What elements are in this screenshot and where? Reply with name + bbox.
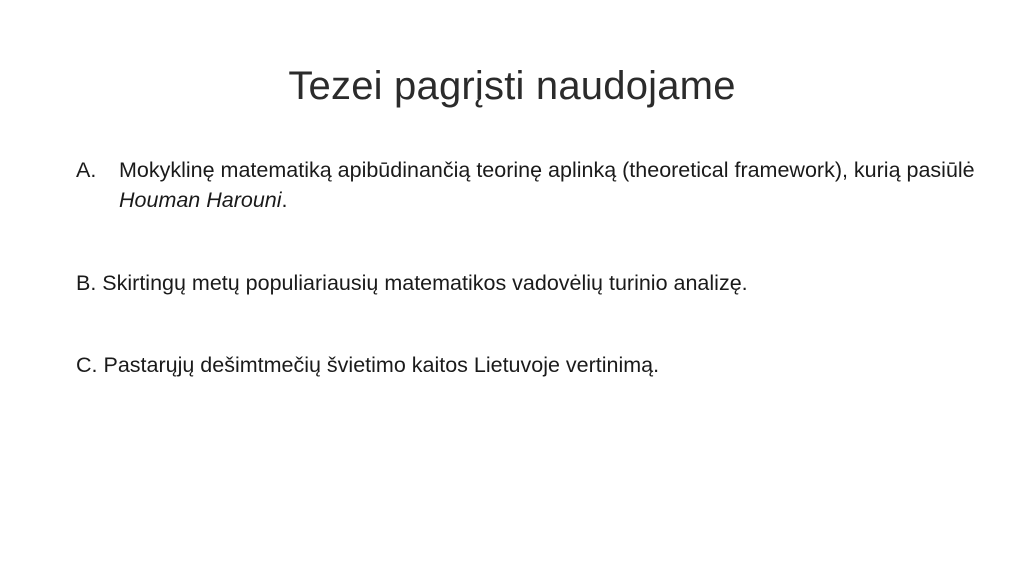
list-marker-a: A. [76,158,97,182]
list-item-a-text [119,155,976,215]
author-name: Houman Harouni [119,188,282,212]
list-item-a [76,155,976,215]
slide-body [76,155,976,380]
list-item-a-text-end: . [281,188,288,212]
list-item-b: B. Skirtingų metų populiariausių matematikos vadovėlių turinio analizę. [76,271,748,295]
list-item-a-text-main: Mokyklinę matematiką apibūdinančią teorinę aplinką (theoretical framework), kurią pasiūlė [119,158,975,182]
list-item-c: C. Pastarųjų dešimtmečių švietimo kaitos Lietuvoje vertinimą. [76,353,660,377]
slide-title: Tezei pagrįsti naudojame [288,64,736,108]
